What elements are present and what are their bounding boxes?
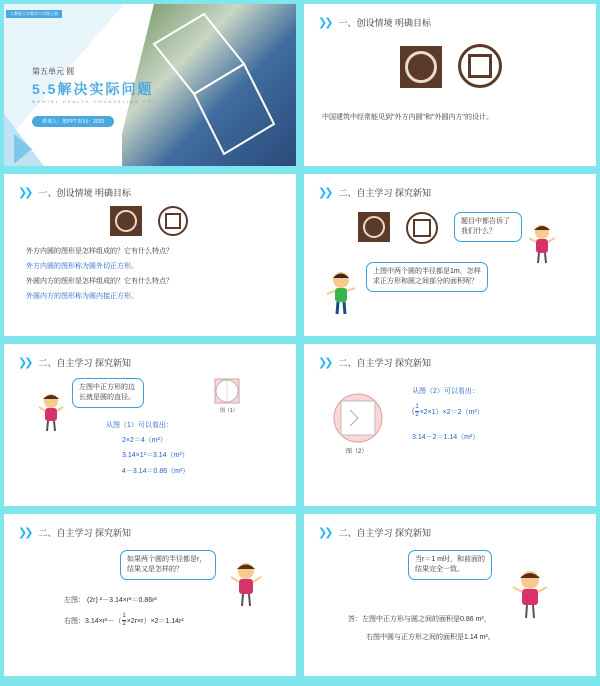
chevron-icon: ❯❯ bbox=[318, 17, 331, 29]
chevron-icon: ❯❯ bbox=[318, 527, 331, 539]
speech-bubble-question: 题目中都告诉了我们什么？ bbox=[454, 212, 522, 242]
chevron-icon: ❯❯ bbox=[18, 357, 31, 369]
formula-left: 左图： (2r) ²－3.14×r²＝0.86r² bbox=[64, 597, 157, 604]
circle-outer-square-inner-image bbox=[458, 44, 502, 88]
circle-outer-square-inner-image bbox=[158, 206, 188, 236]
girl-cartoon-icon bbox=[512, 568, 548, 620]
calc-line-2: 3.14－2＝1.14（m²） bbox=[412, 434, 480, 441]
calc-line-1: 2×2＝4（m²） bbox=[122, 437, 167, 444]
question-1: 外方内圆的图形是怎样组成的？它有什么特点？ bbox=[26, 248, 173, 255]
girl-cartoon-icon bbox=[528, 222, 556, 264]
slide-explore-1[interactable] bbox=[304, 174, 596, 336]
speech-bubble-conclusion: 当r＝1 m时，和前面的结果完全一致。 bbox=[408, 550, 492, 580]
calc-intro: 从图（2）可以看出： bbox=[412, 388, 479, 395]
slide-header: ❯❯ 二、自主学习 探究新知 bbox=[318, 357, 431, 369]
boy-cartoon-icon bbox=[326, 270, 356, 316]
slide-header: ❯❯ 二、自主学习 探究新知 bbox=[18, 527, 131, 539]
question-2: 外圆内方的图形是怎样组成的？它有什么特点？ bbox=[26, 278, 173, 285]
presenter-info: 讲课人：墨PPT 时间：2020 bbox=[32, 116, 114, 127]
figure-label: 图（1） bbox=[220, 408, 238, 414]
answer-line-1: 答：左图中正方形与圆之间的面积是0.86 m²， bbox=[348, 616, 491, 623]
girl-cartoon-icon bbox=[230, 560, 262, 608]
top-tag: 人教版小学数学六年级上册 bbox=[6, 10, 62, 18]
intro-text: 中国建筑中经常能见到"外方内圆"和"外圆内方"的设计。 bbox=[322, 114, 493, 121]
unit-label: 第五单元 圆 bbox=[32, 67, 75, 76]
slide-header: ❯❯ 二、自主学习 探究新知 bbox=[318, 187, 431, 199]
circle-outer-square-inner-image bbox=[406, 212, 438, 244]
slide-title[interactable] bbox=[4, 4, 296, 166]
slide-explore-3[interactable] bbox=[304, 344, 596, 506]
girl-cartoon-icon bbox=[38, 392, 64, 432]
slide-intro-1[interactable] bbox=[304, 4, 596, 166]
chevron-icon: ❯❯ bbox=[18, 187, 31, 199]
calc-line-3: 4－3.14＝0.86（m²） bbox=[122, 468, 190, 475]
square-in-circle-figure bbox=[332, 392, 384, 444]
calc-intro: 从图（1）可以看出： bbox=[106, 422, 173, 429]
slide-header: ❯❯ 二、自主学习 探究新知 bbox=[318, 527, 431, 539]
answer-1: 外方内圆的图形称为圆外切正方形。 bbox=[26, 263, 138, 270]
slide-explore-4[interactable] bbox=[4, 514, 296, 676]
chevron-icon: ❯❯ bbox=[318, 187, 331, 199]
slide-explore-2[interactable] bbox=[4, 344, 296, 506]
answer-2: 外圆内方的图形称为圆内接正方形。 bbox=[26, 293, 138, 300]
calc-line-2: 3.14×1²＝3.14（m²） bbox=[122, 452, 189, 459]
calc-line-1: ( $\frac{1}{2}$ ×2×1）×2＝2（m²） bbox=[412, 404, 484, 418]
speech-bubble-question: 如果两个圆的半径都是r，结果又是怎样的？ bbox=[120, 550, 216, 580]
square-outer-circle-inner-image bbox=[358, 212, 390, 242]
square-outer-circle-inner-image bbox=[110, 206, 142, 236]
slide-subtitle: MENTAL HEALTH COUNSELING PPT bbox=[32, 99, 157, 104]
slide-header: ❯❯ 一、创设情境 明确目标 bbox=[318, 17, 431, 29]
slide-header: ❯❯ 二、自主学习 探究新知 bbox=[18, 357, 131, 369]
slide-header: ❯❯ 一、创设情境 明确目标 bbox=[18, 187, 131, 199]
circle-in-square-figure bbox=[214, 378, 240, 404]
figure-label: 图（2） bbox=[346, 449, 368, 455]
formula-right: 右图：3.14×r²－（ $\frac{1}{2}$ ×2r×r）×2＝1.14r² bbox=[64, 613, 184, 627]
speech-bubble-problem: 上图中两个圆的半径都是1m，怎样求正方形和圆之间部分的面积呢？ bbox=[366, 262, 488, 292]
slide-main-title: 5.5解决实际问题 bbox=[32, 81, 154, 97]
answer-line-2: 右图中圆与正方形之间的面积是1.14 m²。 bbox=[366, 634, 495, 641]
chevron-icon: ❯❯ bbox=[18, 527, 31, 539]
speech-bubble-hint: 左图中正方形的边长就是圆的直径。 bbox=[72, 378, 144, 408]
chevron-icon: ❯❯ bbox=[318, 357, 331, 369]
slide-intro-2[interactable] bbox=[4, 174, 296, 336]
square-outer-circle-inner-image bbox=[400, 46, 442, 88]
slide-explore-5[interactable] bbox=[304, 514, 596, 676]
